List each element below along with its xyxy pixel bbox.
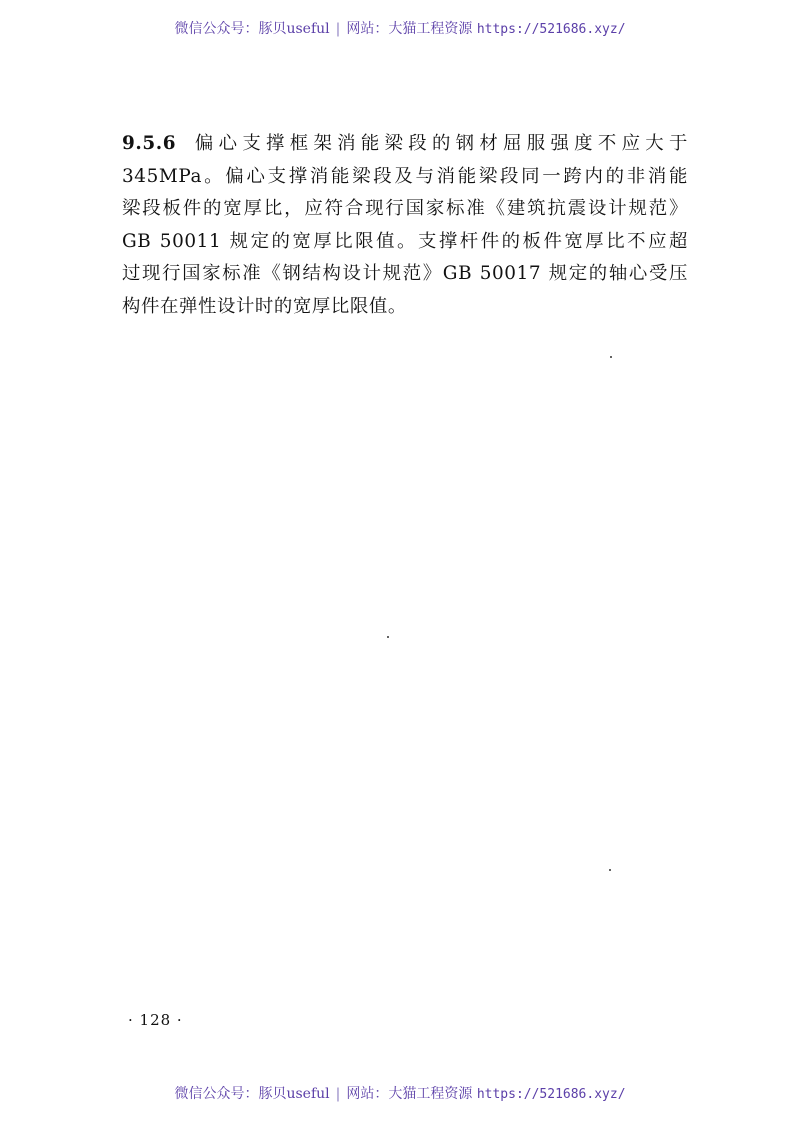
clause-line [122,128,688,161]
scan-speck [609,869,611,871]
watermark-account: 微信公众号：豚贝useful [174,1086,330,1102]
clause-line: 过现行国家标准《钢结构设计规范》GB 50017 规定的轴心受压 [122,263,688,284]
scan-speck [387,636,389,638]
watermark-footer [0,1083,800,1103]
clause-line: 345MPa。偏心支撑消能梁段及与消能梁段同一跨内的非消能 [122,165,688,187]
watermark-site: 网站：大猫工程资源 [346,21,473,37]
clause-line: 梁段板件的宽厚比，应符合现行国家标准《建筑抗震设计规范》 [122,198,688,219]
watermark-separator: | [335,1086,341,1102]
watermark-site: 网站：大猫工程资源 [346,1086,473,1102]
watermark-url[interactable]: https://521686.xyz/ [476,1087,626,1102]
clause-line: 构件在弹性设计时的宽厚比限值。 [122,295,407,317]
scan-speck [610,356,612,358]
watermark-header [0,18,800,38]
watermark-account: 微信公众号：豚贝useful [174,21,330,37]
watermark-separator: | [335,21,341,37]
clause-number: 9.5.6 [122,133,177,154]
clause-line: GB 50011 规定的宽厚比限值。支撑杆件的板件宽厚比不应超 [122,230,688,252]
clause-paragraph [122,128,688,323]
watermark-url[interactable]: https://521686.xyz/ [476,22,626,37]
page-number: · 128 · [128,1011,183,1029]
clause-line-text: 偏心支撑框架消能梁段的钢材屈服强度不应大于 [190,133,688,154]
